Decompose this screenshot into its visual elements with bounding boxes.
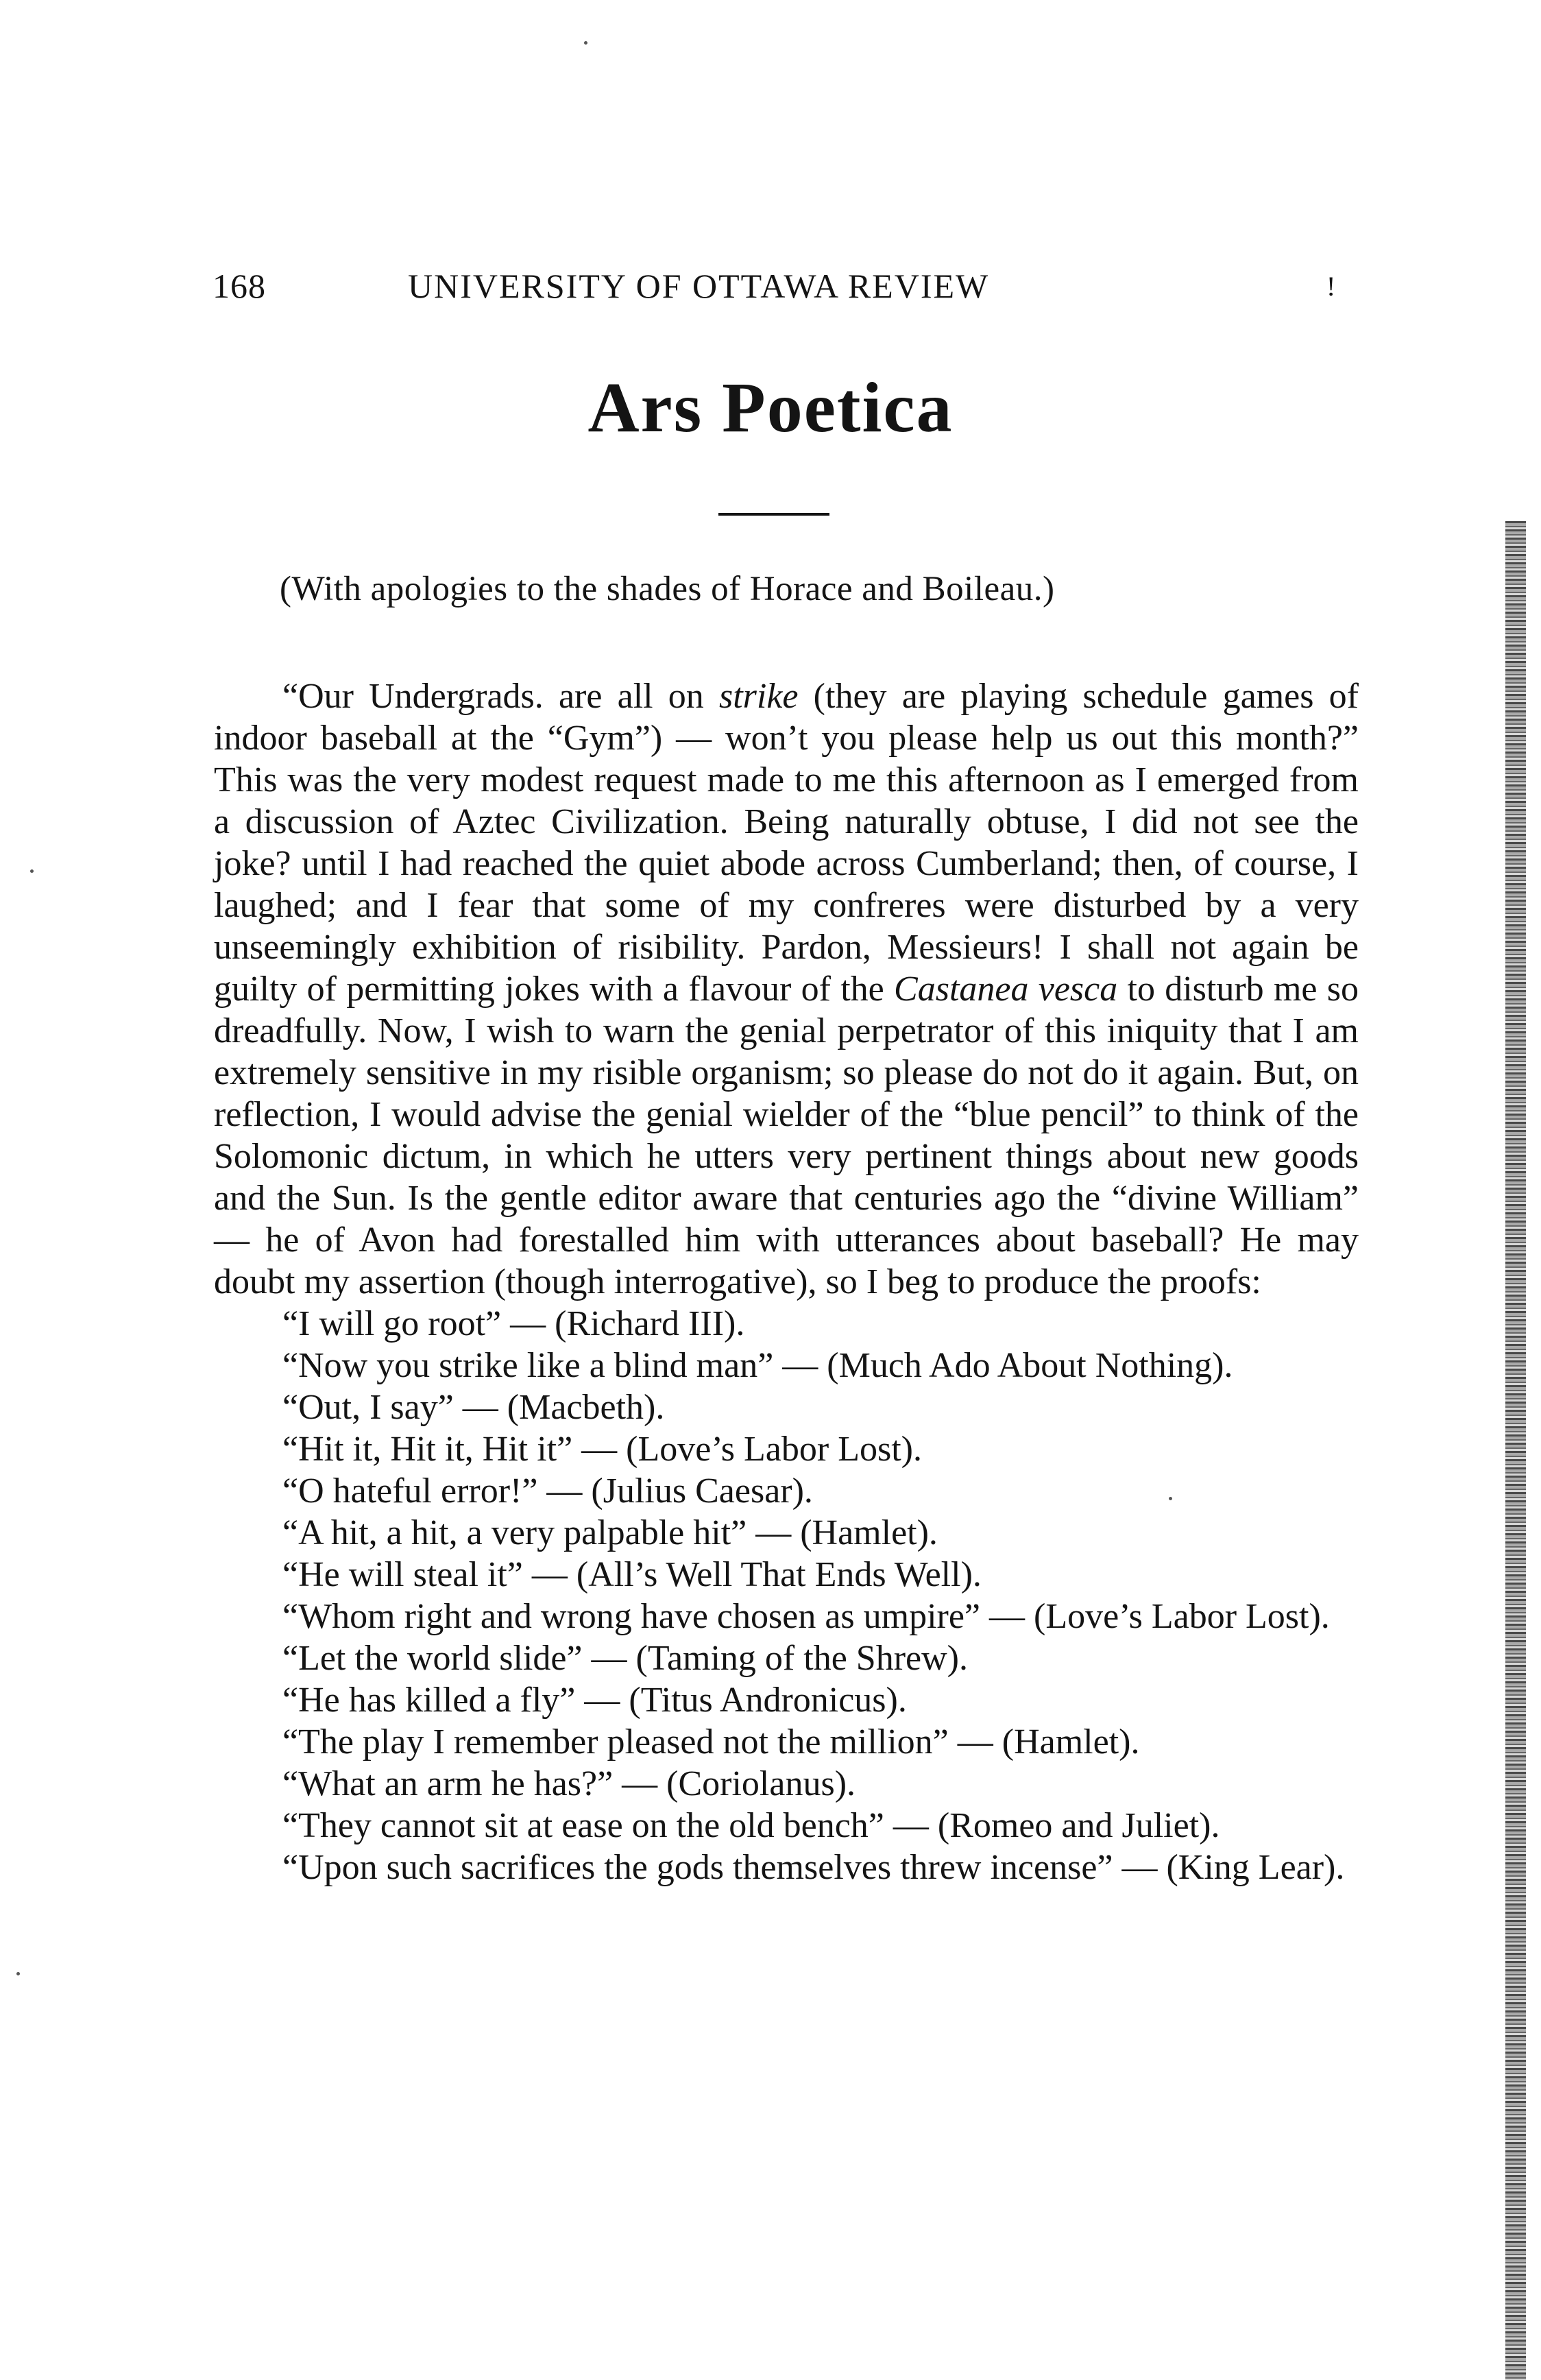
intro-italic-castanea: Castanea vesca bbox=[894, 970, 1118, 1009]
journal-title: UNIVERSITY OF OTTAWA REVIEW bbox=[408, 267, 990, 305]
article-subtitle: (With apologies to the shades of Horace and Boileau.) bbox=[280, 570, 1055, 608]
article-title: Ars Poetica bbox=[587, 368, 954, 447]
intro-text-2: (they are playing schedule games of indoor baseball at the “Gym”) — won’t you please help us out this month?” This was the very modest request made to me this afternoon as I emerged from a discussion of Aztec Civilization. Being naturally obtuse, I did not see the joke? until I had reached the quiet abode across Cumberland; then, of course, I laughed; and I fear that some of my confreres were disturbed by a very unseemingly exhibition of risibility. Pardon, Messieurs! I shall not again be guilty of permitting jokes with a flavour of the bbox=[214, 677, 1359, 1009]
quote-line: “Hit it, Hit it, Hit it” — (Love’s Labor Lost). bbox=[282, 1430, 922, 1469]
intro-text-1: “Our Undergrads. are all on bbox=[282, 677, 719, 716]
article-body bbox=[214, 675, 1359, 1888]
scan-speck bbox=[1169, 1497, 1172, 1500]
quote-line: “He will steal it” — (All’s Well That Ends Well). bbox=[282, 1555, 982, 1594]
quote-line: “O hateful error!” — (Julius Caesar). bbox=[282, 1471, 813, 1511]
scan-speck bbox=[16, 1972, 20, 1975]
quote-line: “The play I remember pleased not the million” — (Hamlet). bbox=[282, 1722, 1140, 1762]
page-number: 168 bbox=[213, 267, 266, 305]
quote-line: “Whom right and wrong have chosen as umpire” — (Love’s Labor Lost). bbox=[282, 1597, 1330, 1636]
scanned-page-edge bbox=[1505, 521, 1526, 2380]
intro-text-3: to disturb me so dreadfully. Now, I wish to warn the genial perpetrator of this iniquity that I am extremely sensitive in my risible organism; so please do not do it again. But, on reflection, I would advise the genial wielder of the “blue pencil” to think of the Solomonic dictum, in which he utters very pertinent things about new goods and the Sun. Is the gentle editor aware that centuries ago the “divine William” — he of Avon had forestalled him with utterances about baseball? He may doubt my assertion (though interrogative), so I beg to produce the proofs: bbox=[214, 970, 1359, 1301]
quote-line: “Upon such sacrifices the gods themselves threw incense” — (King Lear). bbox=[282, 1848, 1345, 1887]
quote-line: “Let the world slide” — (Taming of the Shrew). bbox=[282, 1639, 968, 1678]
title-rule bbox=[718, 513, 829, 516]
intro-italic-strike: strike bbox=[718, 677, 799, 716]
quote-line: “They cannot sit at ease on the old bench” — (Romeo and Juliet). bbox=[282, 1806, 1220, 1845]
quote-line: “He has killed a fly” — (Titus Andronicus). bbox=[282, 1681, 907, 1720]
quote-line: “What an arm he has?” — (Coriolanus). bbox=[282, 1764, 856, 1803]
intro-paragraph bbox=[214, 675, 1359, 1303]
quote-line: “Now you strike like a blind man” — (Much Ado About Nothing). bbox=[282, 1346, 1233, 1385]
quote-line: “I will go root” — (Richard III). bbox=[282, 1304, 745, 1343]
scan-speck bbox=[30, 869, 34, 873]
quote-line: “Out, I say” — (Macbeth). bbox=[282, 1388, 665, 1427]
quote-line: “A hit, a hit, a very palpable hit” — (Hamlet). bbox=[282, 1513, 938, 1552]
scan-speck bbox=[584, 41, 587, 45]
margin-mark: ! bbox=[1326, 271, 1337, 302]
